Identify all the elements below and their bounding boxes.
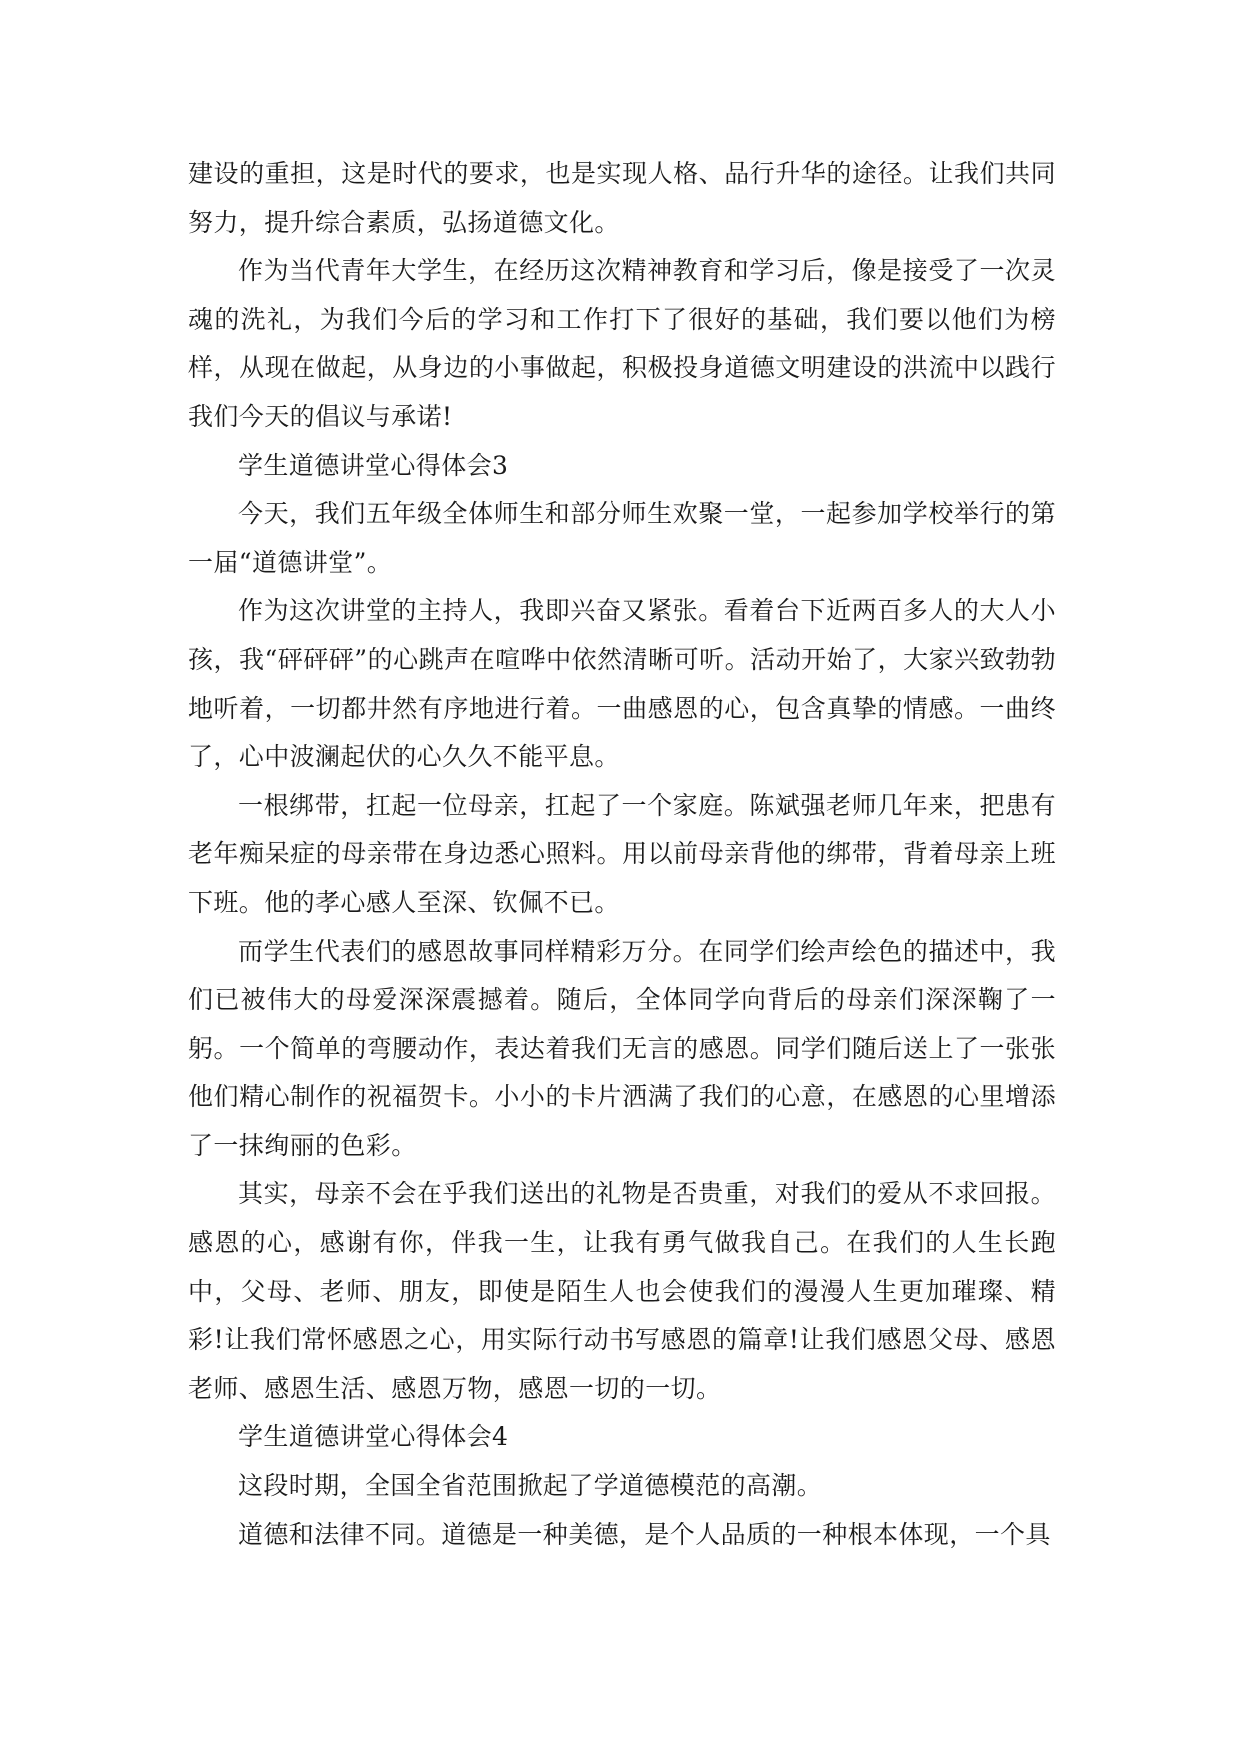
paragraph: 一根绑带，扛起一位母亲，扛起了一个家庭。陈斌强老师几年来，把患有老年痴呆症的母亲带在身边悉心照料。用以前母亲背他的绑带，背着母亲上班下班。他的孝心感人至深、钦佩不已。 bbox=[188, 790, 1056, 917]
paragraph: 其实，母亲不会在乎我们送出的礼物是否贵重，对我们的爱从不求回报。感恩的心，感谢有你，伴我一生，让我有勇气做我自己。在我们的人生长跑中，父母、老师、朋友，即使是陌生人也会使我们的漫漫人生更加璀璨、精彩!让我们常怀感恩之心，用实际行动书写感恩的篇章!让我们感恩父母、感恩老师、感恩生活、感恩万物，感恩一切的一切。 bbox=[188, 1179, 1056, 1403]
paragraph: 这段时期，全国全省范围掀起了学道德模范的高潮。 bbox=[238, 1471, 823, 1501]
paragraph: 而学生代表们的感恩故事同样精彩万分。在同学们绘声绘色的描述中，我们已被伟大的母爱深深震撼着。随后，全体同学向背后的母亲们深深鞠了一躬。一个简单的弯腰动作，表达着我们无言的感恩。同学们随后送上了一张张他们精心制作的祝福贺卡。小小的卡片洒满了我们的心意，在感恩的心里增添了一抹绚丽的色彩。 bbox=[188, 936, 1056, 1160]
section-heading: 学生道德讲堂心得体会3 bbox=[238, 450, 509, 480]
document-body bbox=[188, 150, 1056, 1559]
section-heading: 学生道德讲堂心得体会4 bbox=[238, 1422, 509, 1452]
paragraph: 作为这次讲堂的主持人，我即兴奋又紧张。看着台下近两百多人的大人小孩，我“砰砰砰”的心跳声在喧哗中依然清晰可听。活动开始了，大家兴致勃勃地听着，一切都井然有序地进行着。一曲感恩的心，包含真挚的情感。一曲终了，心中波澜起伏的心久久不能平息。 bbox=[188, 596, 1056, 772]
paragraph: 道德和法律不同。道德是一种美德，是个人品质的一种根本体现，一个具 bbox=[238, 1519, 1051, 1549]
paragraph: 作为当代青年大学生，在经历这次精神教育和学习后，像是接受了一次灵魂的洗礼，为我们今后的学习和工作打下了很好的基础，我们要以他们为榜样，从现在做起，从身边的小事做起，积极投身道德文明建设的洪流中以践行我们今天的倡议与承诺! bbox=[188, 256, 1056, 431]
paragraph: 建设的重担，这是时代的要求，也是实现人格、品行升华的途径。让我们共同努力，提升综合素质，弘扬道德文化。 bbox=[188, 159, 1056, 237]
paragraph: 今天，我们五年级全体师生和部分师生欢聚一堂，一起参加学校举行的第一届“道德讲堂”。 bbox=[188, 499, 1056, 577]
